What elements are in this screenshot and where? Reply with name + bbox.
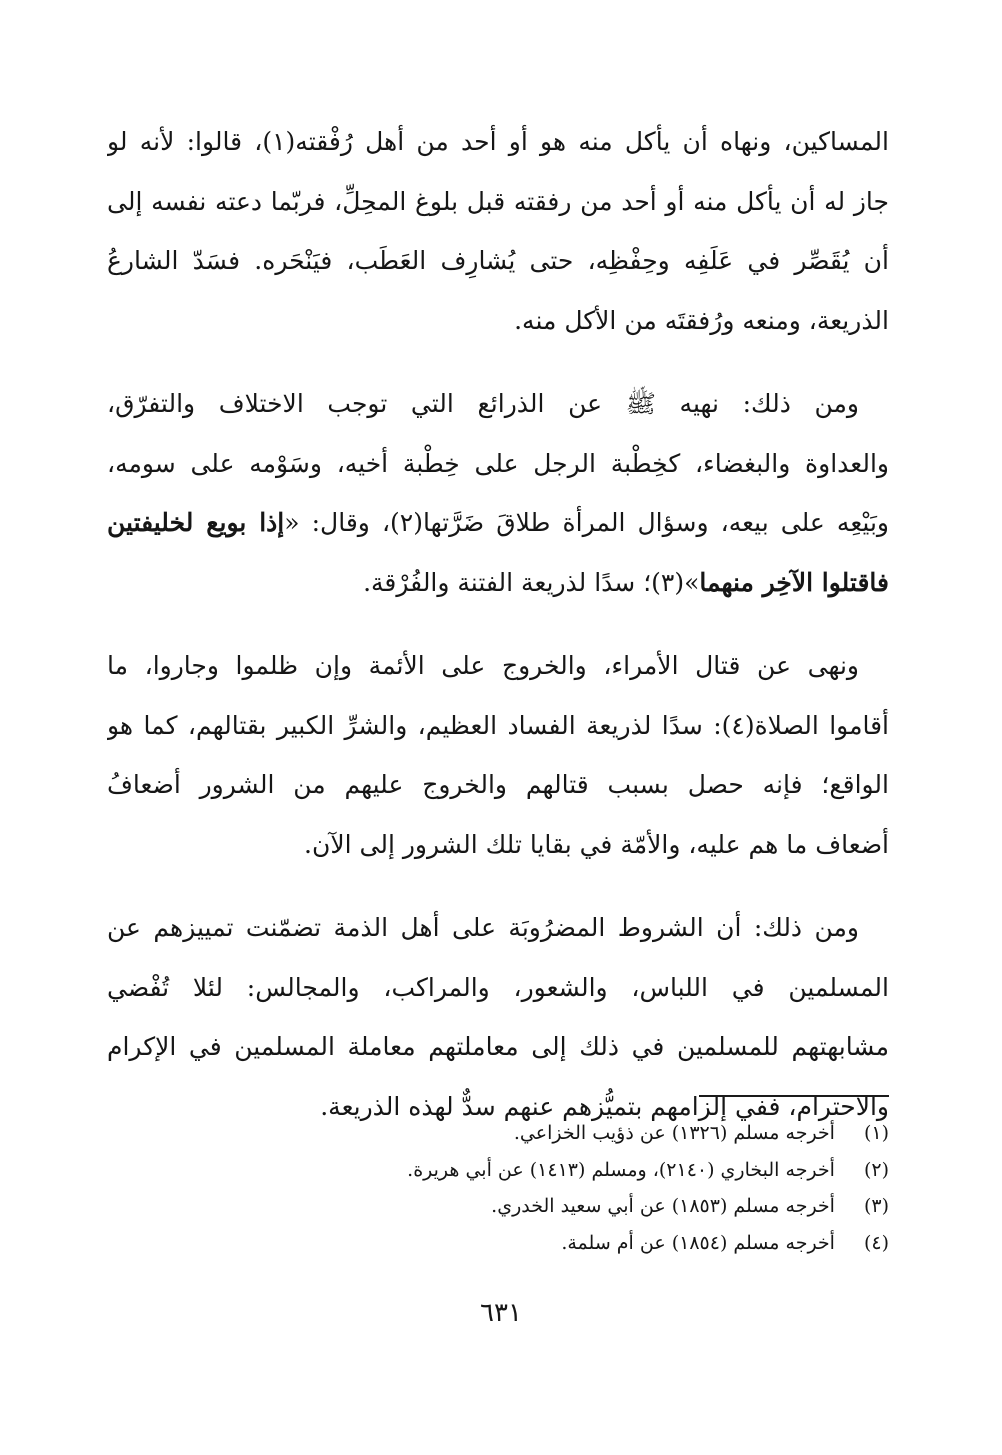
text-line: فاقتلوا الآخِر منهما»(٣)؛ سدًا لذريعة الفتنة والفُرْقة. [363,567,889,597]
text-line: ونهى عن قتال الأمراء، والخروج على الأئمة وإن ظلموا وجاروا، ما [107,651,859,680]
paragraph-2 [107,374,889,612]
text-line: ومن ذلك: أن الشروط المضرُوبَة على أهل الذمة تضمّنت تمييزهم عن [107,913,859,942]
footnote-text: أخرجه مسلم (١٨٥٣) عن أبي سعيد الخدري. [491,1195,835,1217]
footnote-item [107,1188,889,1225]
footnotes [107,1115,889,1261]
hadith-text: إذا بويع لخليفتين [107,508,285,537]
footnote-item [107,1152,889,1189]
text-line: أن يُقَصِّر في عَلَفِه وحِفْظِه، حتى يُشارِف العَطَب، فيَنْحَره. فسَدّ الشارعُ [107,246,889,275]
text-line: الواقع؛ فإنه حصل بسبب قتالهم والخروج عليهم من الشرور أضعافُ [107,770,889,799]
footnote-number: (٢) [863,1158,889,1181]
text-line: والاحترام، ففي إلزامهم بتميُّزهم عنهم سدٌّ لهذه الذريعة. [320,1091,889,1121]
text-line: الذريعة، ومنعه ورُفقتَه من الأكل منه. [514,305,889,335]
footnote-number: (٣) [863,1195,889,1217]
text-line: أضعاف ما هم عليه، والأمّة في بقايا تلك الشرور إلى الآن. [304,829,889,859]
page-number: ٦٣١ [480,1298,522,1328]
paragraph-3 [107,636,889,874]
footnote-number: (١) [863,1122,889,1144]
text-line: جاز له أن يأكل منه أو أحد من رفقته قبل بلوغ المحِلِّ، فربّما دعته نفسه إلى [107,186,889,216]
text-line: ومن ذلك: نهيه ﷺ عن الذرائع التي توجب الاختلاف والتفرّق، [107,389,859,418]
footnote-text: أخرجه البخاري (٢١٤٠)، ومسلم (١٤١٣) عن أبي هريرة. [407,1158,835,1181]
text-line: وبَيْعِه على بيعه، وسؤال المرأة طلاقَ ضَرَّتها(٢)، وقال: «إذا بويع لخليفتين [107,508,889,537]
hadith-text: فاقتلوا الآخِر منهما [699,567,889,597]
text-line: المسلمين في اللباس، والشعور، والمراكب، والمجالس: لئلا تُفْضي [107,972,889,1002]
paragraph-1 [107,112,889,350]
footnote-item [107,1115,889,1152]
text-line: والعداوة والبغضاء، كخِطْبة الرجل على خِطْبة أخيه، وسَوْمه على سومه، [107,448,889,478]
footnote-text: أخرجه مسلم (١٨٥٤) عن أم سلمة. [561,1231,835,1254]
text-line: أقاموا الصلاة(٤): سدًا لذريعة الفساد العظيم، والشرِّ الكبير بقتالهم، كما هو [107,710,889,740]
footnote-divider [699,1095,889,1097]
main-text [107,112,889,1160]
text-line: مشابهتهم للمسلمين في ذلك إلى معاملتهم معاملة المسلمين في الإكرام [107,1032,889,1061]
text-line: المساكين، ونهاه أن يأكل منه هو أو أحد من أهل رُفْقته(١)، قالوا: لأنه لو [107,127,889,156]
paragraph-4 [107,898,889,1136]
footnote-item [107,1225,889,1262]
footnote-text: أخرجه مسلم (١٣٢٦) عن ذؤيب الخزاعي. [513,1122,835,1144]
footnote-number: (٤) [863,1231,889,1254]
